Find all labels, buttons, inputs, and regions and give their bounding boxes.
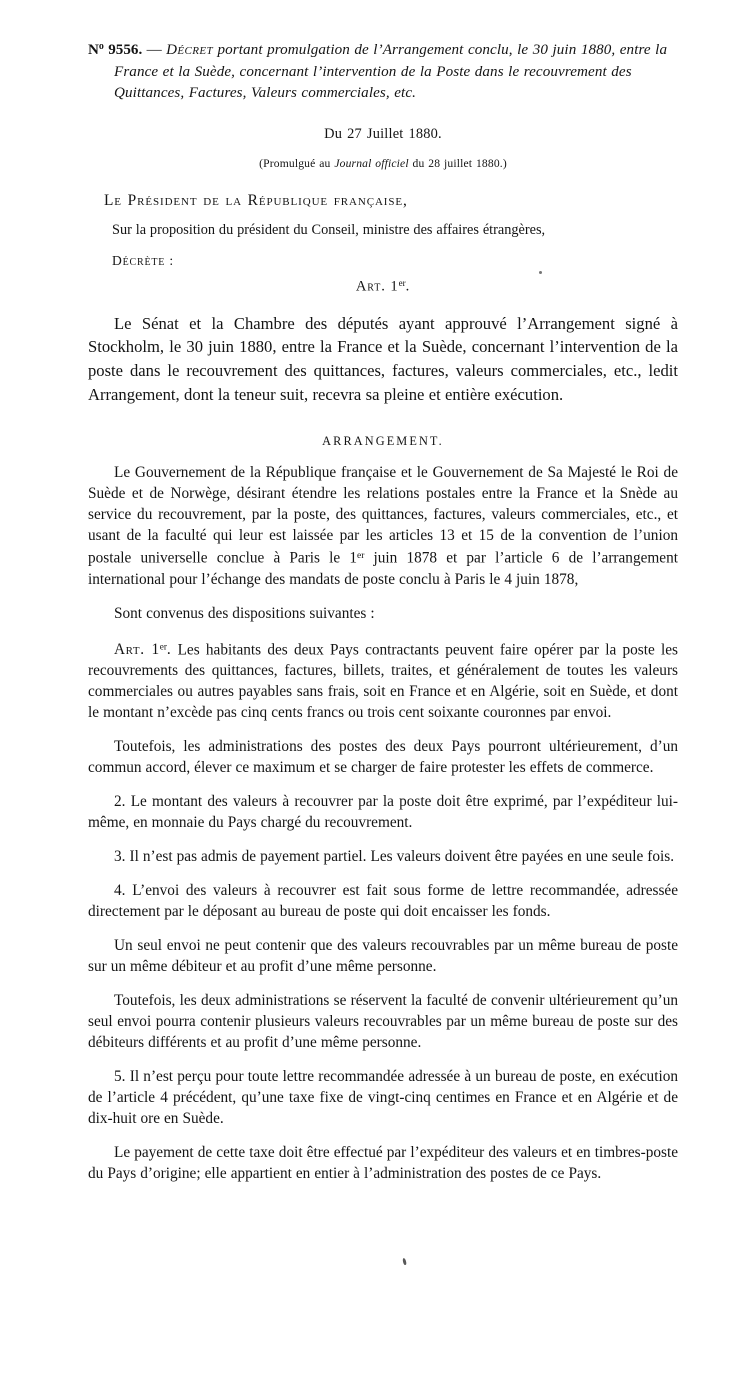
arrangement-article-1 — [88, 637, 678, 724]
arrangement-preamble — [88, 462, 678, 590]
president-heading: Le Président de la République française, — [104, 191, 408, 209]
proposition-paragraph: Sur la proposition du président du Conseil, ministre des affaires étrangères, — [112, 221, 546, 238]
preamble-part-2: juin 1878 et par l’article 6 de l’arrangement international pour l’échange des mandats de poste conclu à Paris le 4 juin 1878, — [88, 549, 678, 588]
decree-date: Du 27 Juillet 1880. — [324, 125, 442, 142]
arrangement-paragraph — [88, 990, 678, 1053]
article-marker: Art. 1er. — [114, 641, 172, 659]
arrangement-paragraph-final — [88, 1142, 678, 1184]
arrangement-article-3 — [88, 846, 678, 867]
title-keyword-decret: Décret — [166, 42, 213, 59]
scan-ink-speck — [539, 271, 542, 274]
article-1-label: Art. 1 — [355, 278, 399, 295]
article-marker: 5. — [114, 1068, 130, 1086]
decree-number: $N^o$ 9556. — [88, 41, 143, 59]
ordinal-superscript: o — [98, 41, 104, 52]
article-text: Un seul envoi ne peut contenir que des valeurs recouvrables par un même bureau de poste sur un même débiteur et au profit d’une même personne. — [88, 937, 678, 976]
article-text: Il n’est perçu pour toute lettre recommandée adressée à un bureau de poste, en exécution de l’article 4 précédent, qu’une taxe fixe de vingt-cinq centimes en France et en Algérie et de dix-huit ore en Suède. — [88, 1068, 678, 1128]
decrete-label: Décrète : — [112, 253, 174, 269]
preamble-part-1: Le Gouvernement de la République française et le Gouvernement de Sa Majesté le Roi de Suède et de Norwège, désirant étendre les relations postales entre la France et la Snède au service du recouvrement, par la poste, des quittances, factures, valeurs commerciales, etc., et usant de la faculté qui leur est laissée par les articles 13 et 15 de la convention de l’union postale universelle conclue à Paris le 1 — [88, 464, 678, 567]
article-text: Toutefois, les deux administrations se réservent la faculté de convenir ultérieurement qu’un seul envoi pourra contenir plusieurs valeurs recouvrables par un même bureau de poste sur des débiteurs différents et au profit d’une même personne. — [88, 992, 678, 1052]
article-text: Toutefois, les administrations des postes des deux Pays pourront ultérieurement, d’un commun accord, élever ce maximum et se charger de faire protester les effets de commerce. — [88, 738, 678, 777]
promulgation-prefix: (Promulgué au — [259, 156, 335, 170]
agreement-line: Sont convenus des dispositions suivantes : — [114, 604, 375, 622]
article-marker: 2. — [114, 793, 131, 811]
arrangement-article-4 — [88, 880, 678, 922]
journal-officiel-reference: Journal officiel — [334, 156, 409, 170]
arrangement-paragraph — [88, 736, 678, 778]
arrangement-heading: ARRANGEMENT. — [322, 434, 444, 449]
article-marker: 3. — [114, 848, 130, 866]
arrangement-article-5 — [88, 1066, 678, 1129]
article-text: Le payement de cette taxe doit être effectué par l’expéditeur des valeurs et en timbres-poste du Pays d’origine; elle appartient en entier à l’administration des postes de ce Pays. — [88, 1144, 678, 1183]
ordinal-superscript: er — [159, 641, 167, 652]
text-column — [88, 36, 678, 1184]
article-text: L’envoi des valeurs à recouvrer est fait sous forme de lettre recommandée, adressée directement par le déposant au bureau de poste qui doit encaisser les fonds. — [88, 882, 679, 921]
article-text: Les habitants des deux Pays contractants peuvent faire opérer par la poste les recouvrements des quittances, factures, billets, traites, et généralement de toutes les valeurs commerciales ou autres payables sans frais, soit en France et en Algérie, soit en Suède, et dont le montant n’excède pas cinq cents francs ou trois cent soixante couronnes par envoi. — [88, 641, 678, 722]
document-title — [88, 36, 678, 105]
article-text: Le montant des valeurs à recouvrer par la poste doit être exprimé, par l’expéditeur lui-même, en monnaie du Pays chargé du recouvrement. — [88, 793, 678, 832]
arrangement-article-2 — [88, 791, 678, 833]
article-1-period: . — [405, 278, 411, 295]
ordinal-superscript: er — [398, 278, 406, 289]
promulgation-suffix: du 28 juillet 1880.) — [408, 156, 507, 170]
ordinal-superscript: er — [357, 551, 365, 562]
em-dash: — — [142, 42, 167, 59]
title-remainder: portant promulgation de l’Arrangement conclu, le 30 juin 1880, entre la France et la Suède, concernant l’intervention de la Poste dans le recouvrement des Quittances, Factures, Valeurs commerciales, etc. — [114, 42, 668, 102]
arrangement-paragraph — [88, 935, 678, 977]
decree-body-paragraph: Le Sénat et la Chambre des députés ayant approuvé l’Arrangement signé à Stockholm, le 30 juin 1880, entre la France et la Suède, concernant l’intervention de la poste dans le recouvrement des quittances, factures, valeurs commerciales, etc., ledit Arrangement, dont la teneur suit, recevra sa pleine et entière exécution. — [88, 313, 678, 404]
article-1-heading — [88, 278, 678, 296]
article-text: Il n’est pas admis de payement partiel. Les valeurs doivent être payées en une seule fois. — [129, 848, 675, 866]
article-marker: 4. — [114, 882, 133, 900]
promulgation-note — [88, 157, 678, 170]
